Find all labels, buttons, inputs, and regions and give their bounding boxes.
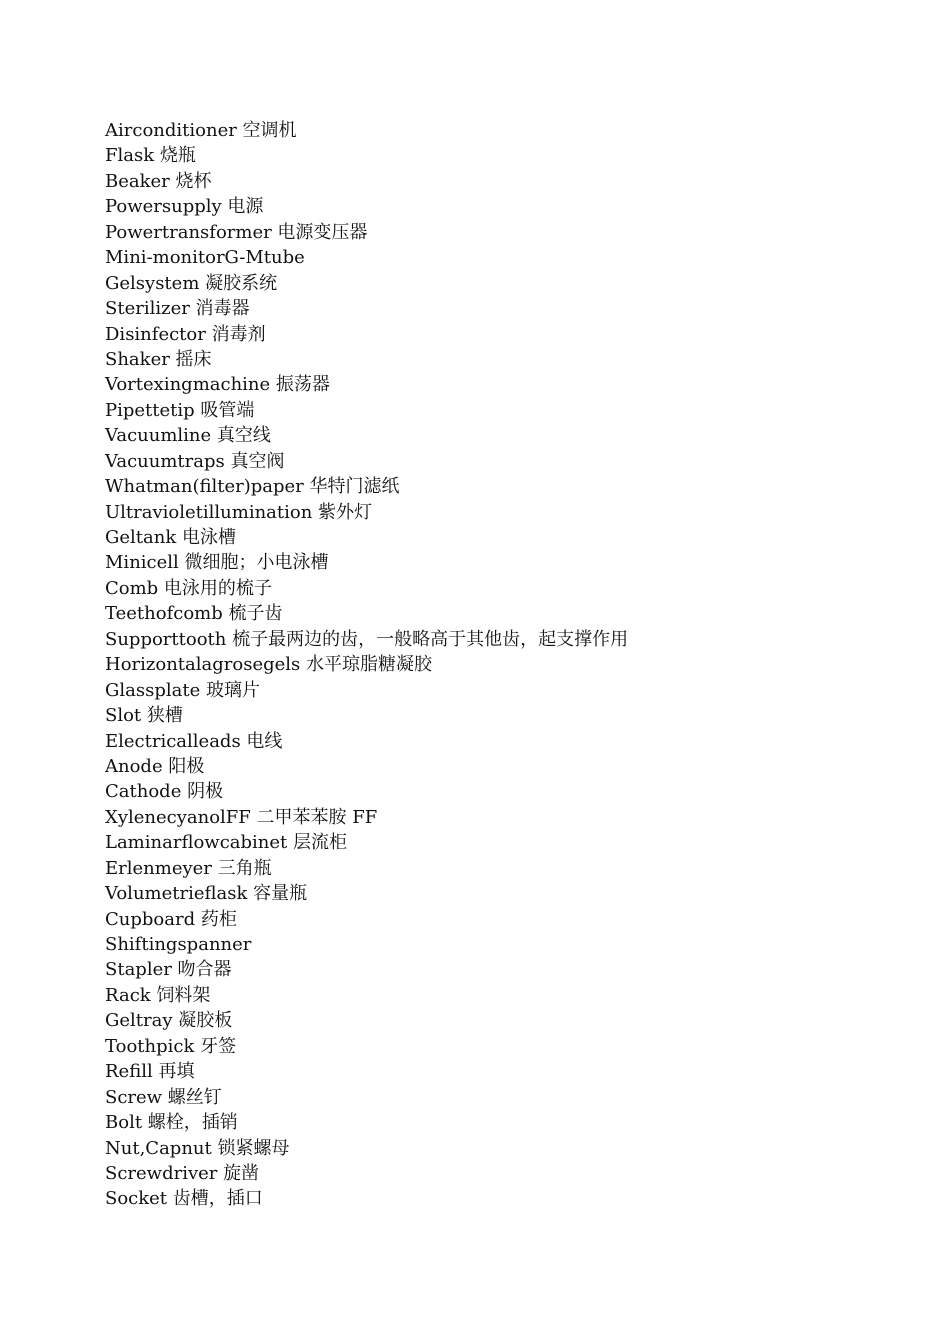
glossary-line: Sterilizer 消毒器 [105,298,250,320]
glossary-line: Vacuumtraps 真空阀 [105,450,285,472]
glossary-line: Geltray 凝胶板 [105,1010,233,1032]
glossary-line: Shiftingspanner [105,934,252,955]
glossary-line: Stapler 吻合器 [105,959,232,981]
glossary-line: Gelsystem 凝胶系统 [105,272,278,294]
glossary-list [105,118,905,1212]
glossary-line: Nut,Capnut 锁紧螺母 [105,1137,290,1159]
glossary-line: Disinfector 消毒剂 [105,323,266,345]
glossary-line: Electricalleads 电线 [105,730,283,752]
glossary-line: Socket 齿槽，插口 [105,1188,263,1210]
glossary-line: Laminarflowcabinet 层流柜 [105,832,347,854]
glossary-line: Glassplate 玻璃片 [105,679,260,701]
glossary-line: Supporttooth 梳子最两边的齿，一般略高于其他齿，起支撑作用 [105,628,629,650]
glossary-line: Anode 阳极 [105,755,205,777]
glossary-line: Airconditioner 空调机 [105,120,297,141]
glossary-line: Screw 螺丝钉 [105,1086,222,1108]
glossary-line: Shaker 摇床 [105,348,212,370]
glossary-line: Mini-monitorG-Mtube [105,247,305,269]
glossary-line: Erlenmeyer 三角瓶 [105,857,272,879]
glossary-line: Teethofcomb 梳子齿 [105,603,283,625]
glossary-line: XylenecyanolFF 二甲苯苯胺 FF [105,806,378,828]
glossary-line: Rack 饲料架 [105,984,211,1006]
glossary-line: Whatman(filter)paper 华特门滤纸 [105,476,400,498]
glossary-line: Flask 烧瓶 [105,145,196,167]
glossary-line: Minicell 微细胞；小电泳槽 [105,552,329,574]
glossary-line: Powersupply 电源 [105,196,264,218]
glossary-line: Slot 狭槽 [105,705,183,727]
glossary-line: Horizontalagrosegels 水平琼脂糖凝胶 [105,654,433,676]
glossary-line: Vacuumline 真空线 [105,425,271,447]
glossary-line: Beaker 烧杯 [105,170,212,192]
glossary-line: Ultravioletillumination 紫外灯 [105,501,373,523]
glossary-line: Vortexingmachine 振荡器 [105,374,330,396]
glossary-line: Toothpick 牙签 [105,1035,237,1057]
glossary-line: Pipettetip 吸管端 [105,399,255,421]
glossary-line: Bolt 螺栓，插销 [105,1112,238,1134]
glossary-line: Comb 电泳用的梳子 [105,577,272,599]
glossary-line: Geltank 电泳槽 [105,527,236,548]
glossary-line: Cathode 阴极 [105,781,224,803]
glossary-line: Cupboard 药柜 [105,908,237,930]
glossary-line: Powertransformer 电源变压器 [105,221,368,243]
glossary-line: Refill 再填 [105,1061,195,1083]
glossary-line: Volumetrieflask 容量瓶 [105,883,308,905]
glossary-line: Screwdriver 旋凿 [105,1162,260,1184]
